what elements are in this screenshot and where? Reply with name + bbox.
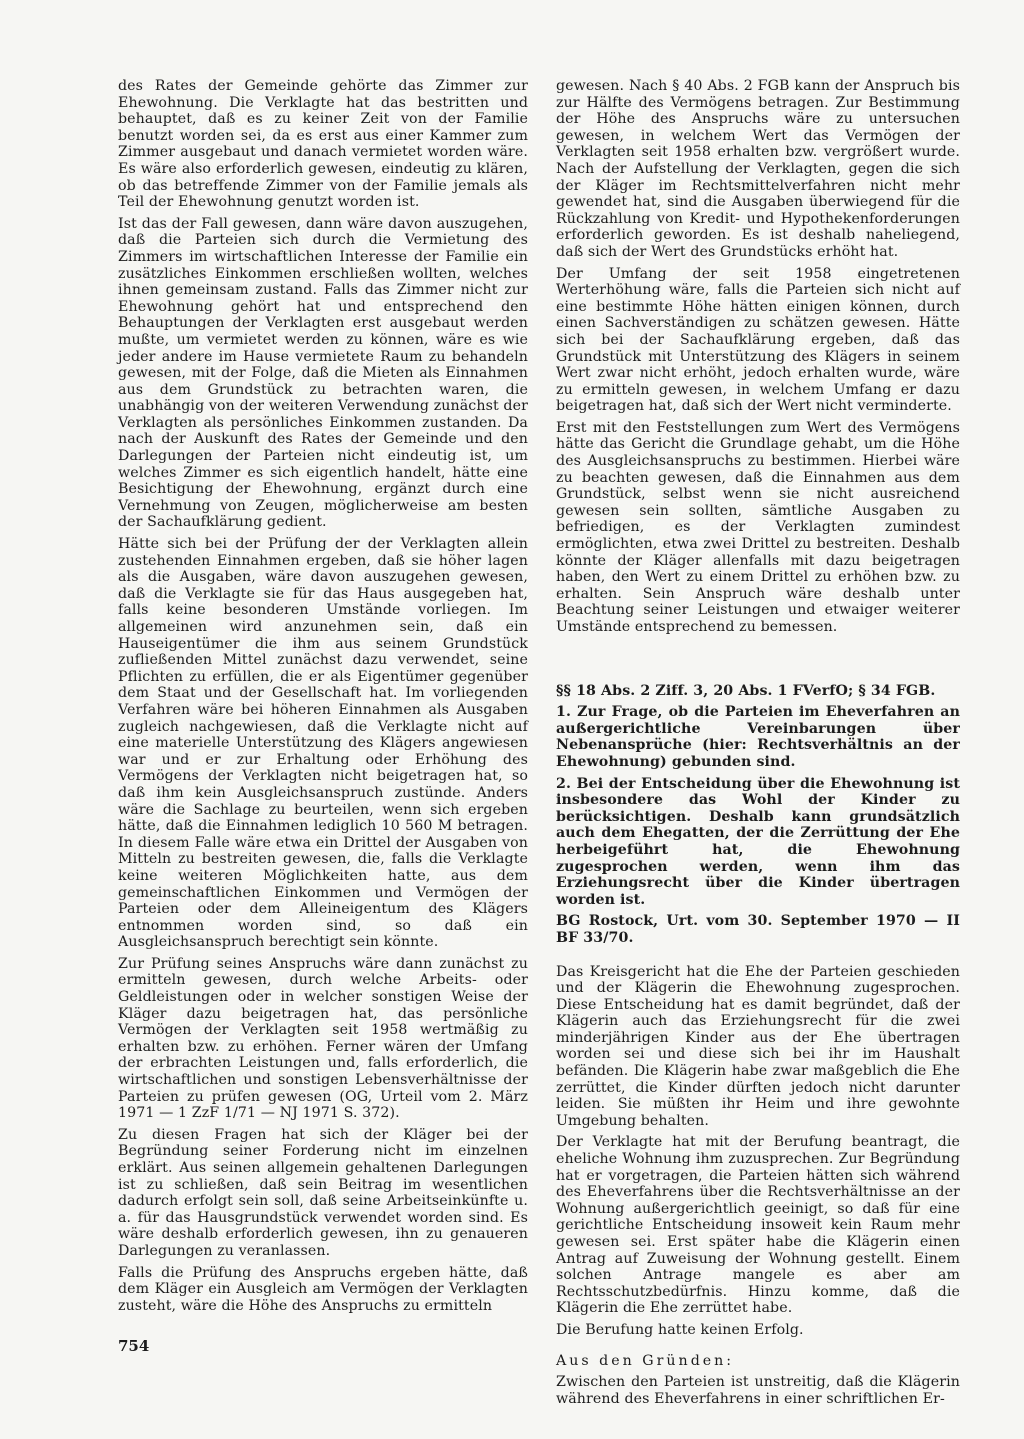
paragraph: Erst mit den Feststellungen zum Wert des Vermögens hätte das Gericht die Grundlage gehabt, um die Höhe des Ausgleichsanspruchs zu bestimmen. Hierbei wäre zu beachten gewesen, daß die Einnahmen aus dem Grundstück, selbst wenn sie nicht ausreichend gewesen sein sollten, sämtliche Ausgaben zu befriedigen, es der Verklagten zumindest ermöglichten, etwa zwei Drittel zu bestreiten. Deshalb könnte der Kläger allenfalls mit dazu beigetragen haben, den Wert zu einem Drittel zu erhöhen bzw. zu erhalten. Sein Anspruch wäre deshalb unter Beachtung seiner Leistungen und etwaiger weiterer Umstände entsprechend zu bemessen. [556, 419, 960, 635]
paragraph: Zu diesen Fragen hat sich der Kläger bei der Begründung seiner Forderung nicht im einzelnen erklärt. Aus seinen allgemein gehaltenen Darlegungen ist zu schließen, daß sein Beitrag im wesentlichen dadurch erfolgt sein soll, daß seine Arbeitseinkünfte u. a. für das Hausgrundstück verwendet worden sind. Es wäre deshalb erforderlich gewesen, ihn zu genaueren Darlegungen zu veranlassen. [118, 1126, 528, 1259]
court-reference: BG Rostock, Urt. vom 30. September 1970 — II BF 33/70. [556, 913, 960, 946]
left-column [118, 78, 528, 1319]
headnote-2: 2. Bei der Entscheidung über die Ehewohnung ist insbesondere das Wohl der Kinder zu berücksichtigen. Deshalb kann grundsätzlich auch dem Ehegatten, der die Zerrüttung der Ehe herbeigeführt hat, die Ehewohnung zugesprochen werden, wenn ihm das Erziehungsrecht über die Kinder übertragen worden ist. [556, 775, 960, 908]
paragraph: Der Umfang der seit 1958 eingetretenen Werterhöhung wäre, falls die Parteien sich nicht auf eine bestimmte Höhe hätten einigen können, durch einen Sachverständigen zu schätzen gewesen. Hätte sich bei der Sachaufklärung ergeben, daß das Grundstück mit Unterstützung des Klägers in seinem Wert zwar nicht erhöht, jedoch erhalten wurde, wäre zu ermitteln gewesen, in welchem Umfang er dazu beigetragen hat, daß sich der Wert nicht verminderte. [556, 265, 960, 415]
right-column [556, 78, 960, 1412]
paragraph: Ist das der Fall gewesen, dann wäre davon auszugehen, daß die Parteien sich durch die Vermietung des Zimmers im wirtschaftlichen Interesse der Familie ein zusätzliches Einkommen erschließen wollten, welches ihnen gemeinsam zustand. Falls das Zimmer nicht zur Ehewohnung gehört hat und entsprechend den Behauptungen der Verklagten erst ausgebaut werden mußte, um vermietet werden zu können, wäre es wie jeder andere im Hause vermietete Raum zu behandeln gewesen, mit der Folge, daß die Mieten als Einnahmen aus dem Grundstück zu betrachten waren, die unabhängig von der weiteren Verwendung zunächst der Verklagten als persönliches Einkommen zustanden. Da nach der Auskunft des Rates der Gemeinde und den Darlegungen der Parteien nicht eindeutig ist, um welches Zimmer es sich eigentlich handelt, hätte eine Besichtigung der Ehewohnung, ergänzt durch eine Vernehmung von Zeugen, möglicherweise am besten der Sachaufklärung gedient. [118, 215, 528, 531]
paragraph: Zwischen den Parteien ist unstreitig, daß die Klägerin während des Eheverfahrens in einer schriftlichen Er- [556, 1374, 960, 1407]
paragraph: gewesen. Nach § 40 Abs. 2 FGB kann der Anspruch bis zur Hälfte des Vermögens betragen. Zur Bestimmung der Höhe des Anspruchs wäre zu untersuchen gewesen, in welchem Wert das Vermögen der Verklagten seit 1958 erhalten bzw. vergrößert wurde. Nach der Aufstellung der Verklagten, gegen die sich der Kläger im Rechtsmittelverfahren nicht mehr gewendet hat, sind die Ausgaben überwiegend für die Rückzahlung von Kredit- und Hypothekenforderungen erforderlich geworden. Es ist deshalb naheliegend, daß sich der Wert des Grundstücks erhöht hat. [556, 78, 960, 260]
paragraph: Die Berufung hatte keinen Erfolg. [556, 1321, 804, 1338]
section-gap [556, 641, 960, 683]
paragraph: Hätte sich bei der Prüfung der der Verklagten allein zustehenden Einnahmen ergeben, daß sie höher lagen als die Ausgaben, wäre davon auszugehen gewesen, daß die Verklagte sie für das Haus ausgegeben hat, falls keine besonderen Umstände vorliegen. Im allgemeinen wird anzunehmen sein, daß ein Hauseigentümer die ihm aus seinem Grundstück zufließenden Mittel zunächst dazu verwendet, seine Pflichten zu erfüllen, die er als Eigentümer gegenüber dem Staat und der Gesellschaft hat. Im vorliegenden Verfahren wäre bei höheren Einnahmen als Ausgaben zugleich nachgewiesen, daß die Verklagte nicht auf eine materielle Unterstützung des Klägers angewiesen war und er zur Erhaltung oder Erhöhung des Vermögens der Verklagten nicht beigetragen hat, so daß ihm kein Ausgleichsanspruch zustünde. Anders wäre die Sachlage zu beurteilen, wenn sich ergeben hätte, daß die Einnahmen lediglich 10 560 M betragen. In diesem Falle wäre etwa ein Drittel der Ausgaben von Mitteln zu bestreiten gewesen, die, falls die Verklagte keine weiteren Möglichkeiten hatte, aus dem gemeinschaftlichen Einkommen und Vermögen der Parteien oder dem Alleineigentum des Klägers entnommen worden sind, so daß ein Ausgleichsanspruch berechtigt sein könnte. [118, 536, 528, 951]
paragraph: Zur Prüfung seines Anspruchs wäre dann zunächst zu ermitteln gewesen, durch welche Arbeits- oder Geldleistungen oder in welcher sonstigen Weise der Kläger dazu beigetragen hat, das persönliche Vermögen der Verklagten seit 1958 wertmäßig zu erhalten bzw. zu erhöhen. Ferner wären der Umfang der erbrachten Leistungen und, falls erforderlich, die wirtschaftlichen und sonstigen Lebensverhältnisse der Parteien zu prüfen gewesen (OG, Urteil vom 2. März 1971 — 1 ZzF 1/71 — NJ 1971 S. 372). [118, 955, 528, 1122]
paragraph: Das Kreisgericht hat die Ehe der Parteien geschieden und der Klägerin die Ehewohnung zugesprochen. Diese Entscheidung hat es damit begründet, daß der Klägerin auch das Erziehungsrecht für die zwei minderjährigen Kinder aus der Ehe übertragen worden sei und diese sich bei ihr im Haushalt befänden. Die Klägerin habe zwar maßgeblich die Ehe zerrüttet, die Kinder dürften jedoch nicht darunter leiden. Sie müßten ihr Heim und ihre gewohnte Umgebung behalten. [556, 963, 960, 1129]
headnote-1: 1. Zur Frage, ob die Parteien im Eheverfahren an außergerichtliche Vereinbarungen über Nebenansprüche (hier: Rechtsverhältnis an der Ehewohnung) gebunden sind. [556, 704, 960, 770]
legal-citation: §§ 18 Abs. 2 Ziff. 3, 20 Abs. 1 FVerfO; § 34 FGB. [556, 682, 936, 699]
page-number: 754 [118, 1337, 150, 1355]
paragraph: Falls die Prüfung des Anspruchs ergeben hätte, daß dem Kläger ein Ausgleich am Vermögen der Verklagten zusteht, wäre die Höhe des Anspruchs zu ermitteln [118, 1264, 528, 1314]
grounds-heading: Aus den Gründen: [556, 1352, 735, 1369]
paragraph: des Rates der Gemeinde gehörte das Zimmer zur Ehewohnung. Die Verklagte hat das bestritten und behauptet, daß es zu keiner Zeit von der Familie benutzt worden sei, da es erst aus einer Kammer zum Zimmer ausgebaut und danach vermietet worden wäre. Es wäre also erforderlich gewesen, eindeutig zu klären, ob das betreffende Zimmer von der Familie jemals als Teil der Ehewohnung genutzt worden ist. [118, 78, 528, 211]
section-gap [556, 952, 960, 964]
paragraph: Der Verklagte hat mit der Berufung beantragt, die eheliche Wohnung ihm zuzusprechen. Zur Begründung hat er vorgetragen, die Parteien hätten sich während des Eheverfahrens über die Rechtsverhältnisse an der Wohnung außergerichtlich geeinigt, so daß für eine gerichtliche Entscheidung insoweit kein Raum mehr gewesen sei. Erst später habe die Klägerin einen Antrag auf Zuweisung der Wohnung gestellt. Einem solchen Antrage mangele es aber am Rechtsschutzbedürfnis. Hinzu komme, daß die Klägerin die Ehe zerrüttet habe. [556, 1134, 960, 1317]
